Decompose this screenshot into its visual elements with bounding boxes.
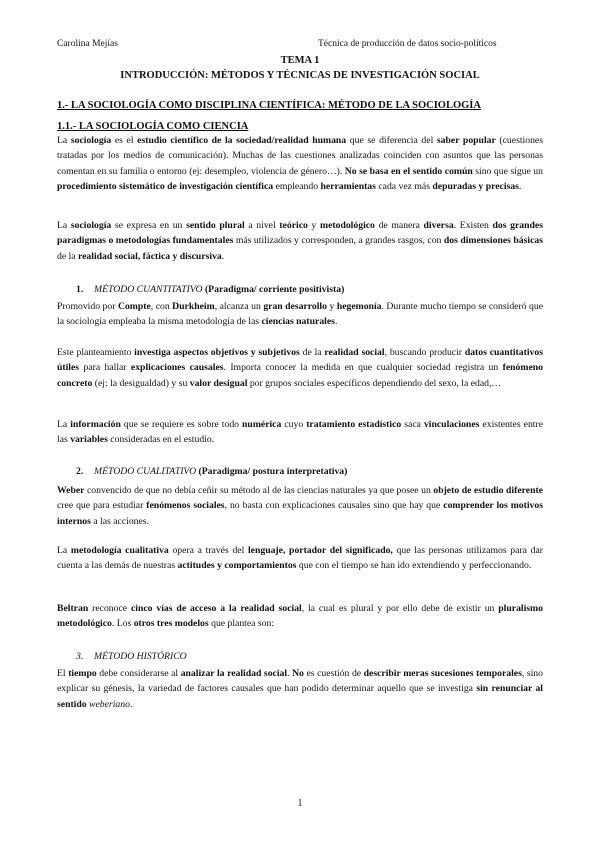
bold-text-run: objeto de estudio diferente [433, 485, 543, 496]
text-run: opera a través del [168, 545, 248, 556]
bold-text-run: cinco vías de acceso a la realidad social [130, 603, 302, 614]
text-run: más utilizados y corresponden, a grandes rasgos, con [233, 235, 444, 247]
method-heading-cuantitativo [76, 284, 344, 295]
bold-text-run: No se basa en el sentido común [344, 165, 473, 177]
method-number: 3. [76, 651, 84, 662]
text-run: y [307, 220, 321, 231]
text-run: y [326, 301, 337, 312]
header-author: Carolina Mejías [57, 39, 118, 49]
bold-text-run: explicaciones causales [130, 362, 224, 374]
text-run: La [57, 419, 71, 430]
text-run: . [129, 698, 133, 710]
text-run: . Existen [453, 220, 493, 231]
text-run: , sino explicar su génesis, la variedad de factores causales que han podido determinar aquello que se investiga [57, 668, 543, 695]
text-run: , la cual es plural y por ello debe de existir un [301, 603, 499, 614]
text-run: de la [299, 347, 325, 358]
paragraph-historico [57, 666, 543, 712]
page-title: INTRODUCCIÓN: MÉTODOS Y TÉCNICAS DE INVESTIGACIÓN SOCIAL [120, 70, 480, 81]
bold-text-run: procedimiento sistemático de investigación científica [57, 180, 274, 192]
method-heading-historico [76, 651, 187, 662]
bold-text-run: herramientas [320, 180, 376, 192]
text-run: se expresa en un [111, 220, 187, 231]
paragraph-cuantitativo-origen [57, 299, 543, 330]
bold-text-run: metodología cualitativa [70, 545, 169, 556]
bold-text-run: sin renunciar al sentido [57, 683, 543, 710]
text-run: sino que sigue un [472, 165, 543, 177]
paragraph-beltran [57, 601, 543, 632]
text-run: a las acciones. [90, 515, 150, 527]
method-number: 1. [76, 284, 84, 295]
text-run: . Los [111, 618, 134, 630]
text-run: . Durante mucho tiempo se consideró que la sociología empleaba la misma metodología de las [57, 301, 544, 328]
bold-text-run: pluralismo metodológico [57, 603, 543, 630]
italic-text-run: weberiano [89, 698, 130, 710]
bold-text-run: comprender los motivos internos [57, 500, 543, 527]
bold-text-run: teórico [279, 220, 308, 231]
bold-text-run: numérica [242, 419, 282, 430]
text-run: La [57, 135, 71, 146]
text-run: es el [111, 135, 138, 146]
text-run: . [221, 250, 225, 262]
bold-text-run: saber popular [436, 135, 496, 146]
bold-text-run: sociología [70, 220, 112, 231]
bold-text-run: Compte [117, 301, 151, 312]
text-run: . Importa conocer la medida en que cualquier sociedad registra un [223, 362, 503, 374]
bold-text-run: datos cuantitativos útiles [57, 347, 543, 374]
text-run: Promovido por [57, 301, 118, 312]
bold-text-run: lenguaje, portador del significado, [247, 545, 393, 556]
section-heading: 1.- LA SOCIOLOGÍA COMO DISCIPLINA CIENTÍFICA: MÉTODO DE LA SOCIOLOGÍA [57, 100, 481, 111]
text-run: que plantea son: [208, 618, 275, 630]
method-name: MÉTODO CUALITATIVO [94, 466, 197, 477]
text-run: de la [57, 250, 78, 262]
bold-text-run: investiga aspectos objetivos y subjetivos [134, 347, 300, 358]
method-paradigm: (Paradigma/ corriente positivista) [204, 284, 345, 295]
bold-text-run: metodológico [320, 220, 375, 231]
bold-text-run: información [70, 419, 121, 430]
bold-text-run: gran desarrollo [263, 301, 327, 312]
text-run: para hallar [79, 362, 131, 374]
text-run: . [518, 180, 522, 192]
subsection-heading: 1.1.- LA SOCIOLOGÍA COMO CIENCIA [57, 121, 249, 132]
method-heading-cualitativo [76, 466, 347, 477]
text-run: debe considerarse al [96, 668, 181, 679]
bold-text-run: realidad social, fáctica y discursiva [77, 250, 222, 262]
bold-text-run: tiempo [68, 668, 97, 679]
method-number: 2. [76, 466, 84, 477]
bold-text-run: Durkheim [172, 301, 215, 312]
paragraph-paradigmas [57, 218, 543, 264]
bold-text-run: hegemonía [336, 301, 382, 312]
text-run: cuyo [281, 419, 307, 430]
text-run: . [287, 668, 293, 679]
text-run: empleando [273, 180, 321, 192]
text-run: que se requiere es sobre todo [120, 419, 243, 430]
text-run: , alcanza un [214, 301, 264, 312]
text-run: saca [401, 419, 424, 430]
bold-text-run: sociología [70, 135, 112, 146]
text-run: cada vez más [375, 180, 433, 192]
bold-text-run: dos dimensiones básicas [443, 235, 543, 247]
bold-text-run: Beltran [57, 603, 89, 614]
bold-text-run: otros tres modelos [133, 618, 209, 630]
method-name: MÉTODO HISTÓRICO [94, 651, 187, 662]
text-run: (cuestiones tratadas por los medios de comunicación). Muchas de las cuestiones analizadas coinciden con asuntos que las personas comentan en su familia o entorno (ej: desempleo, violencia de género…). [57, 135, 543, 177]
bold-text-run: realidad social [324, 347, 385, 358]
text-run: que con el tiempo se han ido extendiendo y perfeccionando. [296, 560, 532, 572]
bold-text-run: tratamiento estadístico [306, 419, 402, 430]
method-paradigm: (Paradigma/ postura interpretativa) [198, 466, 348, 477]
text-run: La [57, 545, 71, 556]
paragraph-sociologia-ciencia [57, 133, 543, 194]
text-run: que se diferencia del [346, 135, 437, 146]
paragraph-cualitativo-weber [57, 483, 543, 529]
bold-text-run: analizar la realidad social [180, 668, 288, 679]
text-run: de manera [374, 220, 424, 231]
bold-text-run: variables [70, 434, 108, 446]
bold-text-run: describir meras sucesiones temporales [363, 668, 522, 679]
text-run: existentes entre las [57, 419, 544, 446]
text-run: , no basta con explicaciones causales sino que hay que [224, 500, 444, 512]
bold-text-run: fenómenos sociales [146, 500, 225, 512]
text-run: es cuestión de [303, 668, 364, 679]
text-run: , buscando producir [384, 347, 465, 358]
text-run: La [57, 220, 71, 231]
bold-text-run: estudio científico de la sociedad/realidad humana [137, 135, 347, 146]
bold-text-run: Weber [57, 485, 85, 496]
bold-text-run: sentido plural [186, 220, 245, 231]
bold-text-run: ciencias naturales [261, 316, 335, 328]
paragraph-cuantitativo-informacion [57, 417, 543, 448]
bold-text-run: depuradas y precisas [432, 180, 519, 192]
text-run: a nivel [244, 220, 280, 231]
paragraph-cuantitativo-planteamiento [57, 345, 543, 391]
page-number: 1 [297, 798, 303, 809]
text-run: , con [150, 301, 173, 312]
bold-text-run: No [292, 668, 304, 679]
header-course: Técnica de producción de datos socio-políticos [318, 39, 497, 49]
bold-text-run: fenómeno concreto [57, 362, 543, 389]
tema-label: TEMA 1 [280, 55, 320, 66]
bold-text-run: vinculaciones [423, 419, 480, 430]
text-run: reconoce [88, 603, 131, 614]
text-run: El [57, 668, 69, 679]
text-run: cree que para estudiar [57, 500, 147, 512]
bold-text-run: valor desigual [189, 377, 248, 389]
text-run: por grupos sociales específicos dependiendo del sexo, la edad,… [247, 377, 502, 389]
method-name: MÉTODO CUANTITATIVO [94, 284, 203, 295]
bold-text-run: dos grandes paradigmas o metodologías fundamentales [57, 220, 543, 247]
text-run: consideradas en el estudio. [107, 434, 215, 446]
bold-text-run: actitudes y comportamientos [177, 560, 297, 572]
paragraph-cualitativo-metodologia [57, 543, 543, 574]
text-run: (ej: la desigualdad) y su [92, 377, 190, 389]
text-run: Este planteamiento [57, 347, 135, 358]
text-run: convencido de que no debía ceñir su método al de las ciencias naturales ya que posee un [84, 485, 434, 496]
text-run: . [334, 316, 338, 328]
text-run: que las personas utilizamos para dar cuenta a las demás de nuestras [57, 545, 543, 572]
bold-text-run: diversa [423, 220, 454, 231]
